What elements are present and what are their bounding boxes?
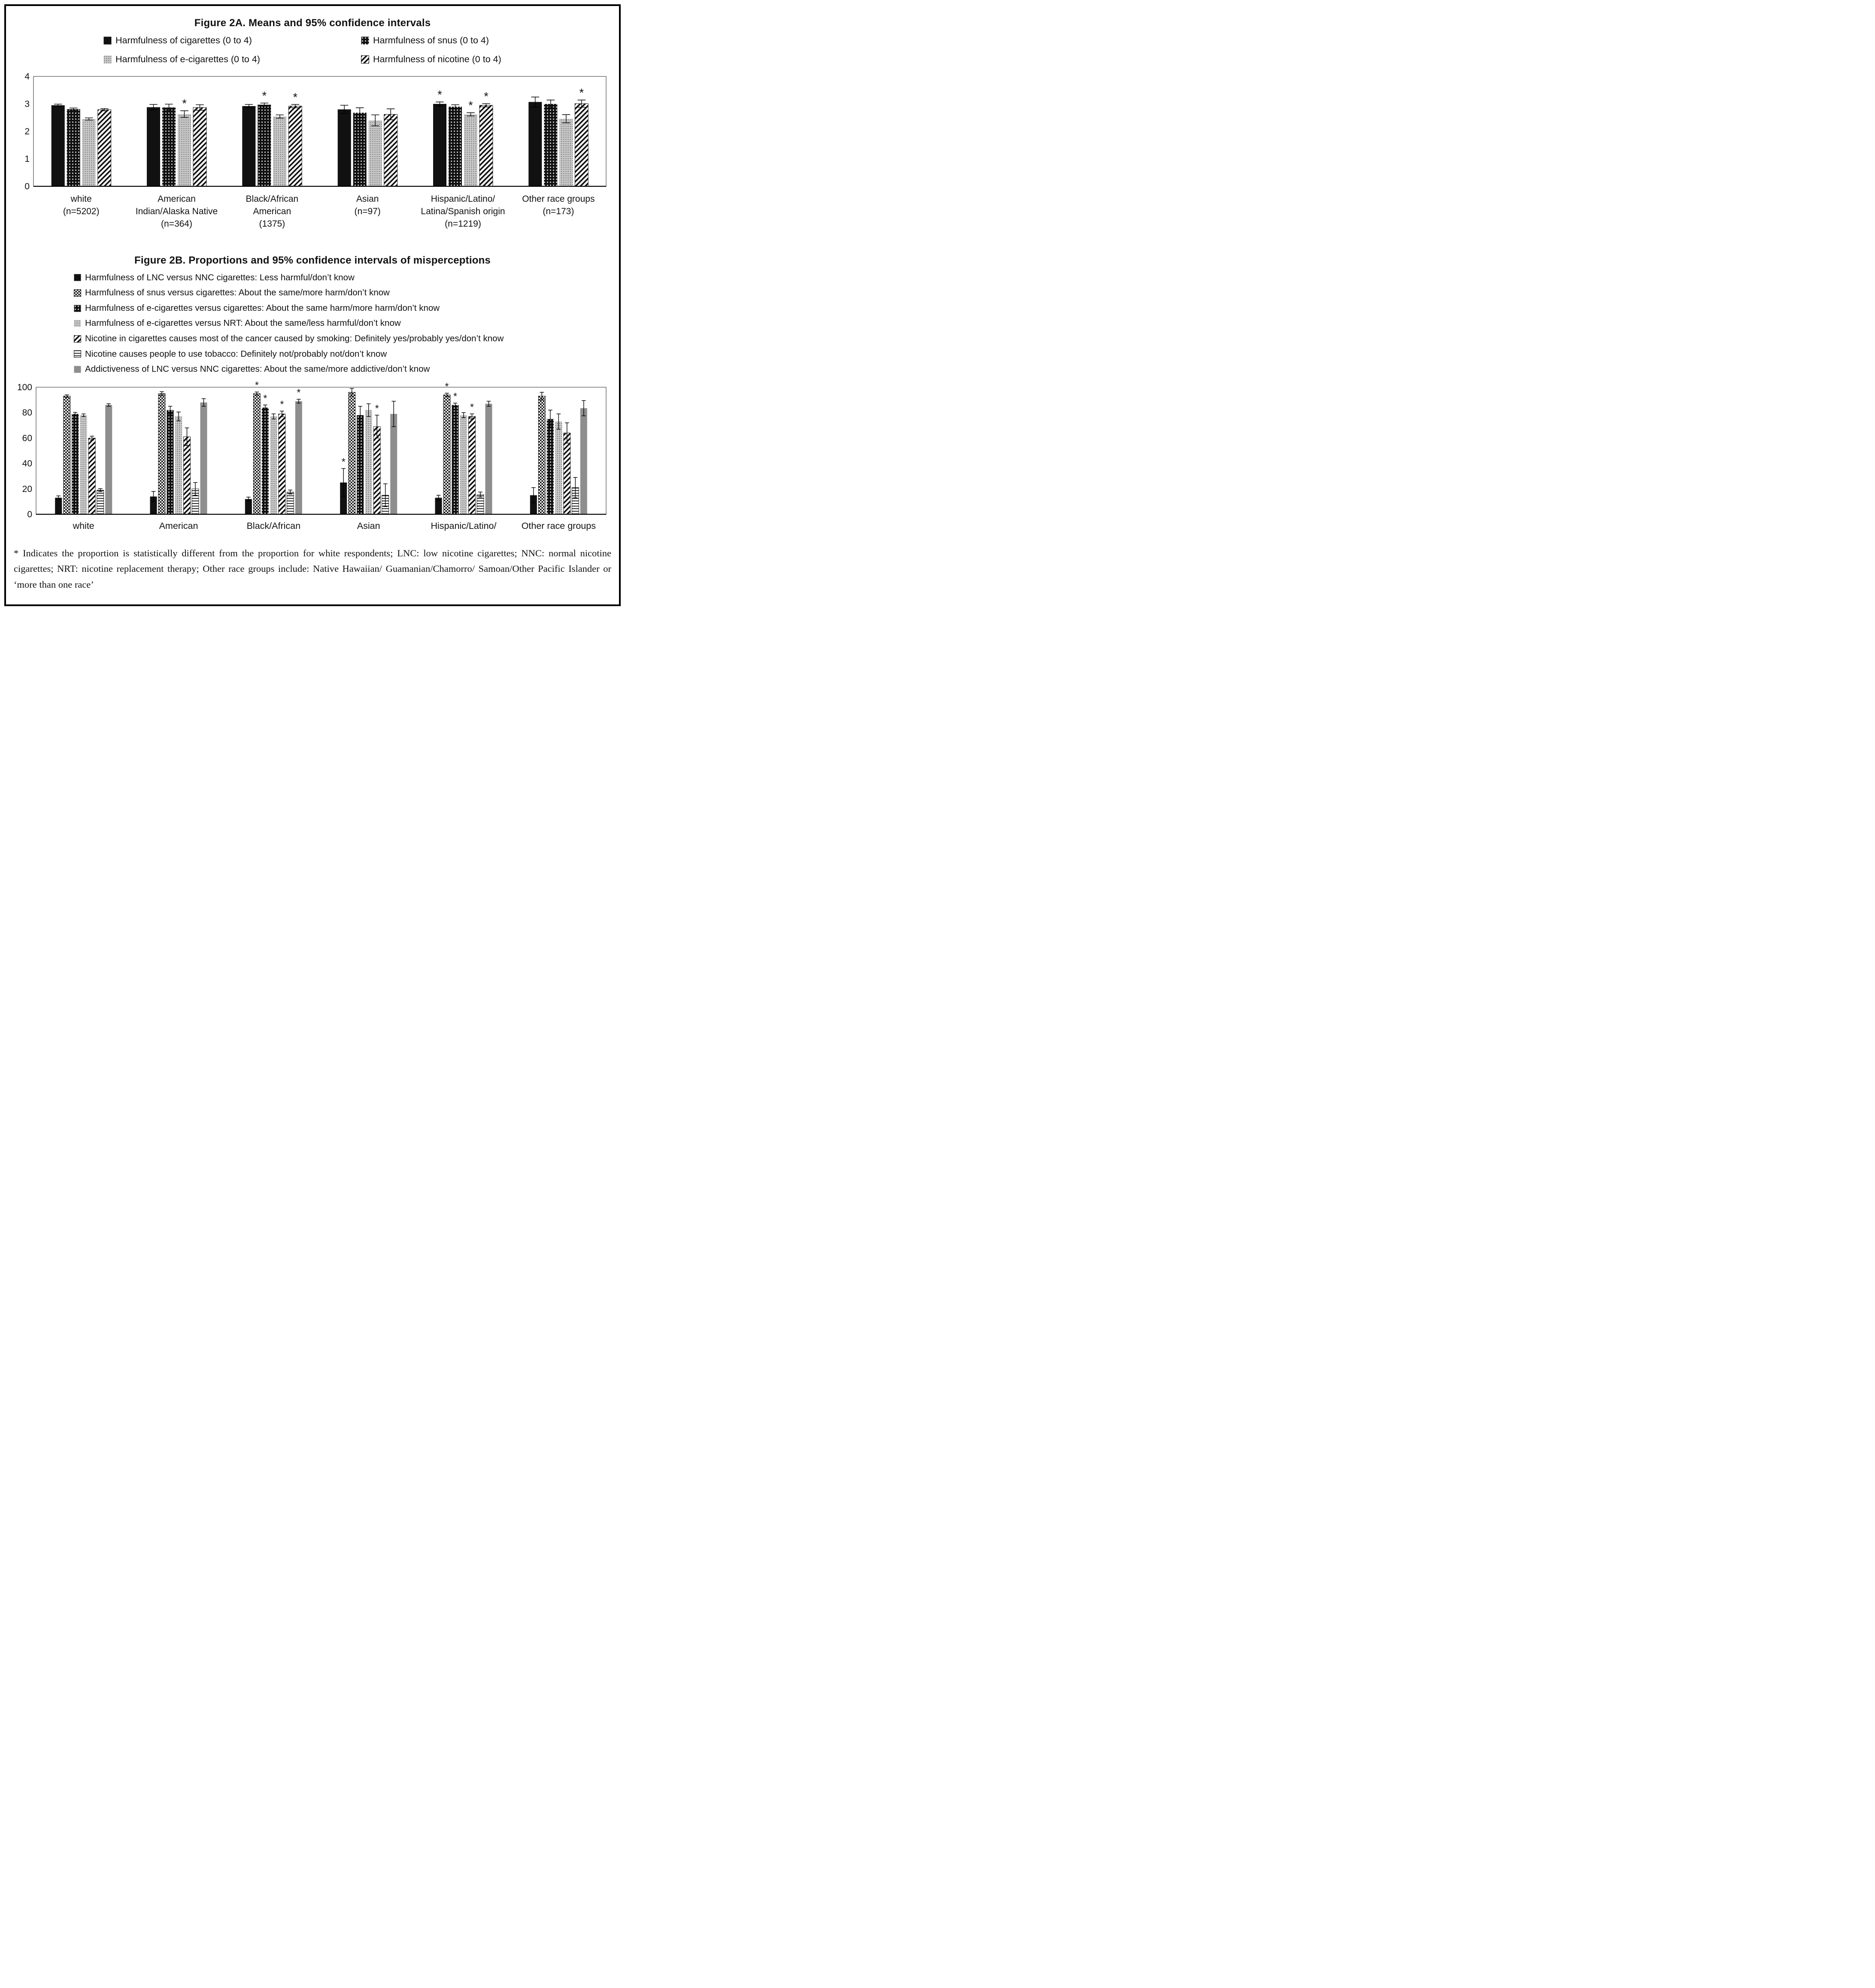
y-tick-label: 0: [27, 509, 32, 519]
bar: [105, 405, 112, 514]
significance-star: *: [182, 97, 187, 110]
bar: [452, 405, 459, 514]
category-label: American Indian/Alaska Native (n=364): [135, 194, 218, 229]
y-tick-label: 0: [24, 181, 30, 191]
plot-frame: [36, 387, 606, 514]
significance-star: *: [484, 89, 488, 103]
category-label: Hispanic/Latino/ Latina/Spanish origin (n=1219): [421, 194, 505, 229]
significance-star: *: [468, 99, 473, 112]
bar: [98, 109, 111, 186]
legend-swatch-solid-black: [103, 36, 112, 45]
legend-label: Harmfulness of nicotine (0 to 4): [373, 54, 501, 64]
legend-item-fig2a-2: [103, 54, 361, 65]
y-tick-label: 100: [17, 382, 32, 392]
bar: [158, 394, 165, 514]
fig2a-legend: [103, 35, 614, 65]
significance-star: *: [255, 379, 259, 391]
bar: [167, 410, 174, 514]
legend-swatch-solid-gray: [74, 366, 81, 373]
significance-star: *: [445, 380, 449, 392]
figure-page: [0, 0, 625, 610]
significance-star: *: [262, 89, 267, 102]
bar: [178, 114, 191, 186]
bar: [365, 410, 372, 514]
y-tick-label: 3: [24, 99, 30, 109]
bar: [184, 437, 191, 514]
y-tick-label: 20: [22, 484, 32, 494]
y-tick-label: 2: [24, 126, 30, 137]
y-tick-label: 40: [22, 458, 32, 469]
legend-label: Addictiveness of LNC versus NNC cigarettes: About the same/more addictive/don’t know: [85, 364, 430, 374]
bar: [544, 104, 557, 186]
bar: [479, 105, 493, 186]
bar: [245, 499, 252, 514]
legend-label: Nicotine in cigarettes causes most of the cancer caused by smoking: Definitely yes/probably yes/don’t know: [85, 333, 504, 343]
bar: [258, 104, 271, 186]
significance-star: *: [341, 456, 346, 467]
bar: [575, 103, 588, 186]
legend-swatch-horizontal-lines: [74, 350, 81, 358]
significance-star: *: [297, 386, 301, 398]
fig2a-title: Figure 2A. Means and 95% confidence intervals: [194, 17, 431, 29]
legend-item-fig2b-5: [74, 349, 614, 360]
legend-item-fig2a-0: [103, 35, 361, 46]
category-label: Other race groups: [521, 520, 596, 531]
significance-star: *: [437, 88, 442, 101]
bar: [528, 102, 542, 186]
bar: [67, 109, 80, 186]
bar: [538, 396, 545, 514]
bar: [253, 394, 260, 514]
bar: [242, 106, 255, 186]
bar: [338, 109, 351, 186]
category-label: Asian: [357, 520, 380, 531]
fig2b-legend: [74, 273, 614, 375]
bar: [147, 107, 160, 186]
significance-star: *: [263, 392, 267, 404]
legend-label: Harmfulness of snus versus cigarettes: About the same/more harm/don’t know: [85, 288, 390, 298]
legend-label: Harmfulness of LNC versus NNC cigarettes: Less harmful/don’t know: [85, 272, 355, 282]
bar: [279, 414, 285, 514]
bar: [433, 104, 446, 186]
bar: [55, 498, 62, 514]
legend-label: Harmfulness of cigarettes (0 to 4): [115, 35, 252, 46]
bar: [349, 392, 355, 514]
y-tick-label: 60: [22, 433, 32, 443]
bar: [477, 495, 484, 514]
bar: [460, 415, 467, 514]
figure-frame: [4, 4, 621, 606]
bar: [449, 106, 462, 186]
bar: [200, 402, 207, 514]
bar: [88, 438, 95, 514]
significance-star: *: [579, 86, 584, 99]
bar: [193, 107, 206, 186]
bar: [469, 416, 476, 514]
bar: [580, 408, 587, 514]
legend-item-fig2a-3: [361, 54, 614, 65]
significance-star: *: [375, 402, 379, 414]
bar: [288, 106, 302, 186]
legend-item-fig2b-4: [74, 334, 614, 344]
bar: [80, 415, 87, 514]
bar: [72, 414, 79, 514]
legend-label: Nicotine causes people to use tobacco: Definitely not/probably not/don’t know: [85, 349, 387, 359]
legend-item-fig2b-1: [74, 288, 614, 298]
category-label: white: [73, 520, 94, 531]
bar: [52, 105, 65, 186]
bar: [82, 119, 96, 186]
legend-swatch-diagonal-stripes: [74, 335, 81, 343]
legend-swatch-gray-dots: [103, 55, 112, 64]
bar: [64, 396, 70, 514]
fig2a-chart: [11, 70, 614, 240]
category-label: American: [159, 520, 198, 531]
bar: [564, 433, 570, 514]
category-label: Black/African American (1375): [246, 194, 299, 229]
bar: [555, 422, 562, 514]
legend-label: Harmfulness of e-cigarettes versus NRT: About the same/less harmful/don’t know: [85, 318, 401, 328]
legend-swatch-checkerboard: [74, 289, 81, 297]
bar: [287, 492, 294, 514]
fig2b-chart: [11, 379, 614, 537]
bar: [464, 114, 477, 186]
bar: [373, 427, 380, 514]
bar: [443, 395, 450, 514]
legend-swatch-gray-dots: [74, 320, 81, 327]
bar: [559, 118, 573, 186]
legend-swatch-solid-black: [74, 274, 81, 281]
legend-item-fig2b-3: [74, 318, 614, 329]
legend-item-fig2b-6: [74, 364, 614, 375]
bar: [270, 416, 277, 514]
y-tick-label: 1: [24, 154, 30, 164]
bar: [485, 404, 492, 514]
bar: [175, 416, 182, 514]
category-label: Asian (n=97): [354, 194, 381, 216]
bar: [353, 112, 367, 186]
category-label: Black/African: [246, 520, 301, 531]
significance-star: *: [293, 90, 298, 103]
bar: [295, 401, 302, 514]
legend-swatch-diagonal-stripes: [361, 55, 369, 64]
fig2b-title: Figure 2B. Proportions and 95% confidence intervals of misperceptions: [134, 254, 491, 266]
legend-label: Harmfulness of snus (0 to 4): [373, 35, 489, 46]
category-label: Hispanic/Latino/: [431, 520, 497, 531]
bar: [369, 120, 382, 186]
category-label: Other race groups (n=173): [522, 194, 595, 216]
significance-star: *: [453, 390, 457, 402]
bar: [162, 107, 176, 186]
bar: [357, 415, 364, 514]
bar: [390, 414, 397, 514]
legend-swatch-white-dots-on-black: [361, 36, 369, 45]
category-label: white (n=5202): [63, 194, 100, 216]
y-tick-label: 80: [22, 407, 32, 418]
fig2b-svg: [11, 379, 612, 535]
plot-frame: [33, 76, 606, 186]
bar: [273, 116, 286, 186]
bar: [384, 114, 397, 186]
significance-star: *: [470, 401, 474, 413]
legend-item-fig2b-0: [74, 273, 614, 283]
bar: [262, 407, 269, 514]
significance-star: *: [280, 398, 284, 410]
legend-label: Harmfulness of e-cigarettes (0 to 4): [115, 54, 260, 64]
legend-item-fig2a-1: [361, 35, 614, 46]
legend-item-fig2b-2: [74, 303, 614, 314]
legend-label: Harmfulness of e-cigarettes versus cigarettes: About the same harm/more harm/don’t know: [85, 303, 440, 313]
y-tick-label: 4: [24, 71, 30, 82]
legend-swatch-white-dots-on-black: [74, 305, 81, 312]
bar: [547, 419, 554, 514]
bar: [97, 490, 104, 514]
fig2a-svg: [11, 70, 612, 238]
footnote: * Indicates the proportion is statistically different from the proportion for white respondents; LNC: low nicotine cigarettes; NNC: normal nicotine cigarettes; NRT: nicotine replacement therapy; Other race groups include: Native Hawaiian/ Guamanian/Chamorro/ Samoan/Other Pacific Islander or ‘more than one race’: [14, 547, 611, 590]
